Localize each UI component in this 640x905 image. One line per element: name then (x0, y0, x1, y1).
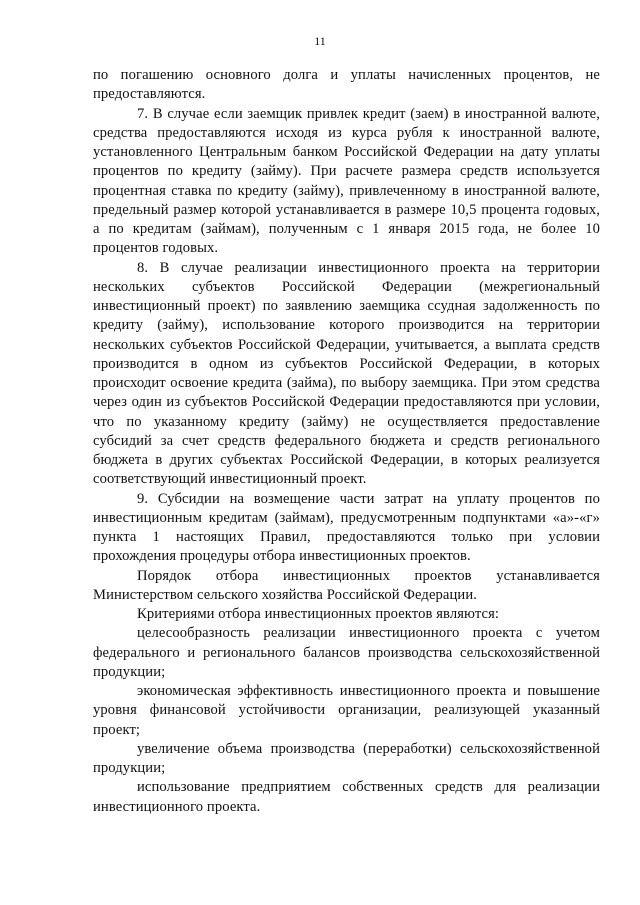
paragraph-selection-procedure: Порядок отбора инвестиционных проектов устанавливается Министерством сельского хозяйства Российской Федерации. (93, 567, 600, 603)
document-body (93, 66, 600, 817)
paragraph-continuation: по погашению основного долга и уплаты начисленных процентов, не предоставляются. (93, 67, 600, 103)
paragraph-item-7: 7. В случае если заемщик привлек кредит (заем) в иностранной валюте, средства предоставляются исходя из курса рубля к иностранной валюте, установленного Центральным банком Российской Федерации на дату уплаты процентов по кредиту (займу). При расчете размера средств используется процентная ставка по кредиту (займу), привлеченному в иностранной валюте, предельный размер которой устанавливается в размере 10,5 процента годовых, а по кредитам (займам), полученным с 1 января 2015 года, не более 10 процентов годовых. (93, 105, 600, 257)
paragraph-item-8: 8. В случае реализации инвестиционного проекта на территории нескольких субъектов Российской Федерации (межрегиональный инвестиционный проект) по заявлению заемщика ссудная задолженность по кредиту (займу), использование которого производится на территории нескольких субъектов Российской Федерации, учитывается, а выплата средств производится в одном из субъектов Российской Федерации, в которых происходит освоение кредита (займа), по выбору заемщика. При этом средства через один из субъектов Российской Федерации предоставляются при условии, что по указанному кредиту (займу) не осуществляется предоставление субсидий за счет средств федерального бюджета и средств регионального бюджета в других субъектах Российской Федерации, в которых реализуется соответствующий инвестиционный проект. (93, 259, 600, 488)
paragraph-criteria-intro: Критериями отбора инвестиционных проектов являются: (137, 606, 500, 622)
criterion-item: увеличение объема производства (переработки) сельскохозяйственной продукции; (93, 740, 600, 776)
criterion-item: целесообразность реализации инвестиционного проекта с учетом федерального и регионального балансов производства сельскохозяйственной продукции; (93, 625, 600, 680)
page-number: 11 (314, 34, 326, 48)
criterion-item: экономическая эффективность инвестиционного проекта и повышение уровня финансовой устойчивости организации, реализующей указанный проект; (93, 683, 600, 738)
criterion-item: использование предприятием собственных средств для реализации инвестиционного проекта. (93, 779, 600, 815)
paragraph-item-9: 9. Субсидии на возмещение части затрат на уплату процентов по инвестиционным кредитам (займам), предусмотренным подпунктами «а»-«г» пункта 1 настоящих Правил, предоставляются только при условии прохождения процедуры отбора инвестиционных проектов. (93, 490, 600, 565)
